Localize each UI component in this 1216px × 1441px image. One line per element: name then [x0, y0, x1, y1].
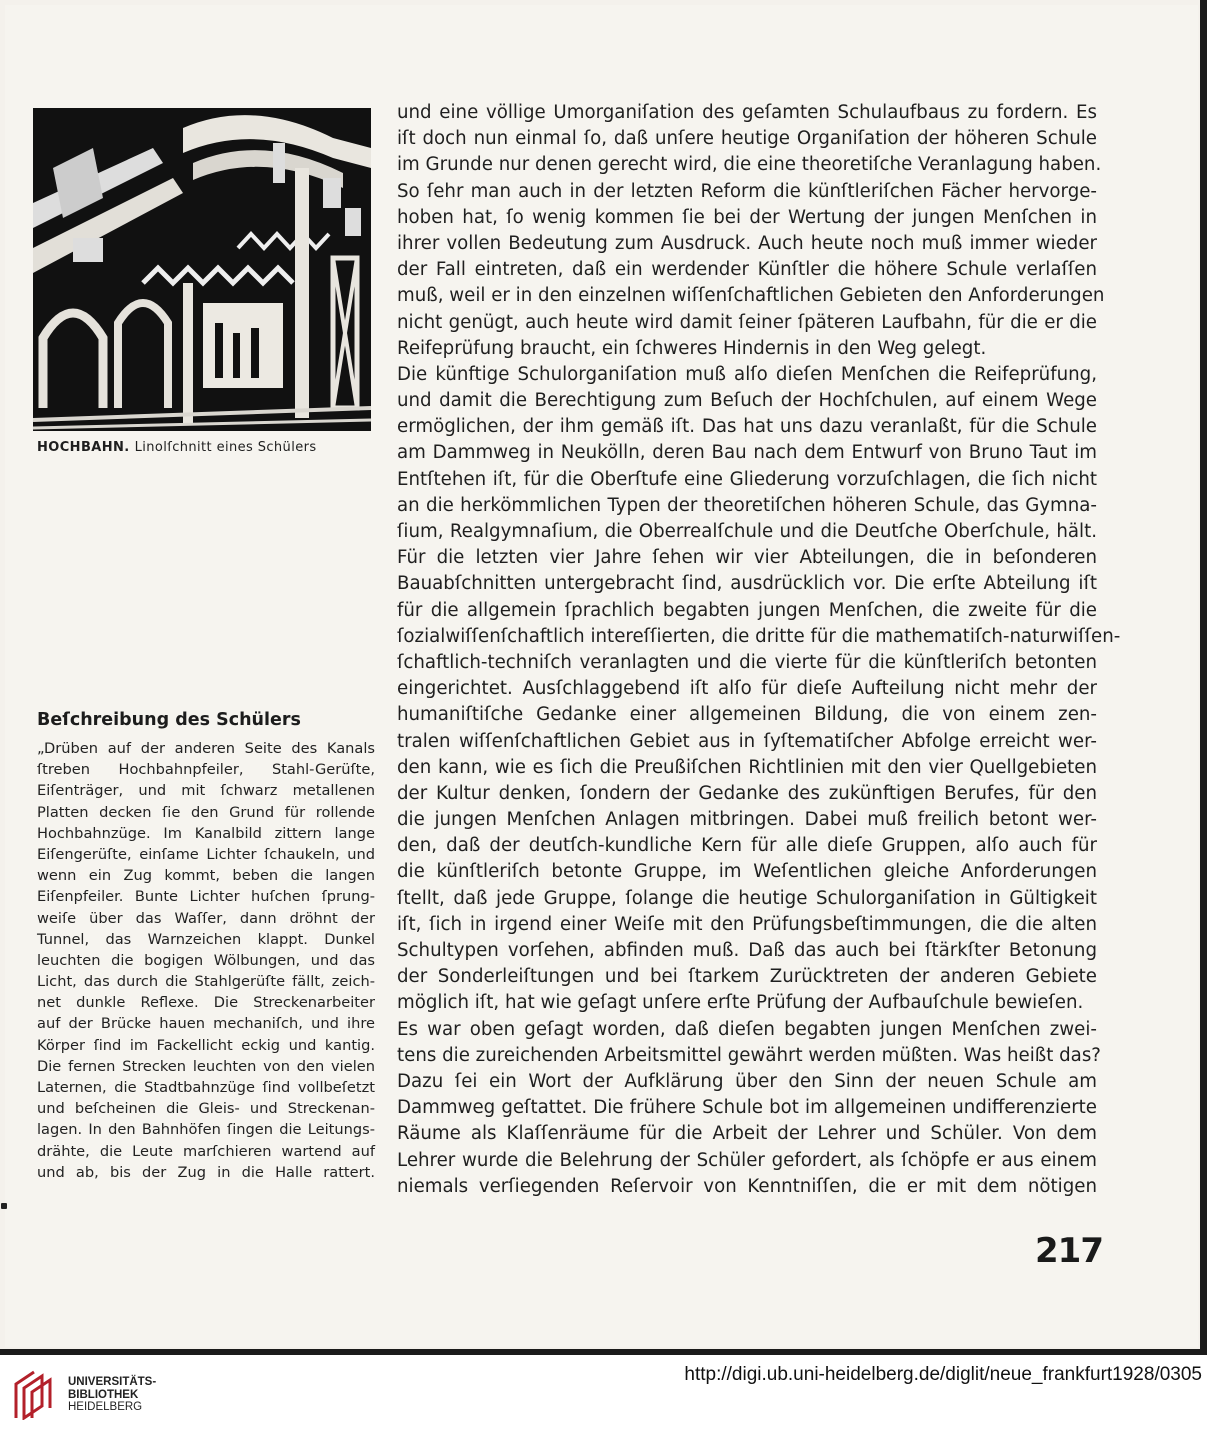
caption-text: Linolſchnitt eines Schülers [134, 440, 317, 455]
main-text-line: der Sonderleiſtungen und bei ſtarkem Zurücktreten der anderen Gebiete [397, 966, 1097, 988]
side-text-line: lagen. In den Bahnhöfen ſingen die Leitungs- [37, 1121, 375, 1139]
main-text-line: der Fall eintreten, daß ein werdender Künſtler die höhere Schule verlaſſen [397, 259, 1097, 281]
side-text-line: Tunnel, das Warnzeichen klappt. Dunkel [37, 930, 375, 948]
main-text-line: ermöglichen, der ihm gemäß iſt. Das hat uns dazu veranlaßt, für die Schule [397, 416, 1097, 438]
main-text-line: die künſtleriſch betonte Gruppe, im Weſentlichen gleiche Anforderungen [397, 861, 1097, 883]
side-text-line: Laternen, die Stadtbahnzüge ſind vollbeſetzt [37, 1079, 375, 1096]
side-text-line: „Drüben auf der anderen Seite des Kanals [37, 740, 375, 757]
main-text-line: Es war oben geſagt worden, daß dieſen begabten jungen Menſchen zwei- [397, 1018, 1097, 1040]
side-text-line: ſtreben Hochbahnpfeiler, Stahl-Gerüſte, [37, 761, 375, 779]
side-text-line: leuchten die bogigen Wölbungen, und das [37, 951, 375, 969]
source-url: http://digi.ub.uni-heidelberg.de/diglit/neue_frankfurt1928/0305 [684, 1364, 1202, 1385]
main-text-line: Dammweg geſtattet. Die frühere Schule bot im allgemeinen undifferenzierte [397, 1097, 1097, 1119]
main-text-line: ſium, Realgymnaſium, die Oberrealſchule und die Deutſche Oberſchule, hält. [397, 521, 1097, 542]
side-text-line: und beſcheinen die Gleis- und Streckenan- [37, 1100, 375, 1118]
main-text-line: für die allgemein ſprachlich begabten jungen Menſchen, die zweite für die [397, 599, 1097, 621]
margin-mark [1, 1203, 7, 1209]
main-text-line: Für die letzten vier Jahre ſehen wir vier Abteilungen, die in beſonderen [397, 547, 1097, 569]
main-text-line: Bauabſchnitten untergebracht ſind, ausdrücklich vor. Die erſte Abteilung iſt [397, 573, 1097, 595]
main-text-line: Schultypen vorſehen, abfinden muß. Daß das auch bei ſtärkſter Betonung [397, 940, 1097, 961]
main-text-line: möglich iſt, hat wie geſagt unſere erſte Prüfung der Aufbauſchule bewieſen. [397, 992, 1084, 1014]
main-text-line: den kann, wie es ſich die Preußiſchen Richtlinien mit den vier Quellgebieten [397, 756, 1097, 778]
side-text-line: Eiſenpfeiler. Bunte Lichter huſchen ſprung- [37, 888, 375, 906]
main-text-line: Lehrer wurde die Belehrung der Schüler gefordert, als ſchöpfe er aus einem [397, 1149, 1097, 1171]
library-name-line3: HEIDELBERG [68, 1401, 143, 1413]
main-text-line: niemals verſiegenden Reſervoir von Kenntniſſen, die er mit dem nötigen [397, 1175, 1097, 1197]
library-name-line1: UNIVERSITÄTS- [68, 1376, 157, 1388]
main-text-line: tralen wiſſenſchaftlichen Gebiet aus in ſyſtematiſcher Abfolge erreicht wer- [397, 730, 1097, 752]
side-text-block [37, 738, 375, 1183]
main-text-line: ſtellt, daß jede Gruppe, ſolange die heutige Schulorganiſation in Gültigkeit [397, 887, 1097, 909]
main-text-line: So ſehr man auch in der letzten Reform die künſtleriſchen Fächer hervorge- [397, 180, 1097, 202]
main-text-line: iſt, ſich in irgend einer Weiſe mit den Prüfungsbeſtimmungen, die die alten [397, 913, 1097, 935]
library-logo-icon [14, 1368, 58, 1420]
main-text-line: der Kultur denken, ſondern der Gedanke des zukünftigen Berufes, für den [397, 782, 1097, 804]
side-text-line: Hochbahnzüge. Im Kanalbild zittern lange [37, 824, 375, 842]
main-text-line: ſozialwiſſenſchaftlich intereſſierten, die dritte für die mathematiſch-naturwiſſen- [397, 625, 1121, 647]
main-text-line: im Grunde nur denen gerecht wird, die eine theoretiſche Veranlagung haben. [397, 154, 1102, 176]
main-text-line: Entſtehen iſt, für die Oberſtufe eine Gliederung vorzuſchlagen, die ſich nicht [397, 468, 1097, 490]
main-text-line: Reifeprüfung braucht, ein ſchweres Hindernis in den Weg gelegt. [397, 337, 987, 359]
main-text-line: ihrer vollen Bedeutung zum Ausdruck. Auch heute noch muß immer wieder [397, 232, 1097, 254]
side-text-line: weiſe über das Waſſer, dann dröhnt der [37, 909, 375, 927]
caption-title: HOCHBAHN. [37, 440, 130, 455]
illustration-caption [37, 440, 377, 455]
main-text-block [397, 100, 1121, 1200]
main-text-line: hoben hat, ſo wenig kommen ſie bei der Wertung der jungen Menſchen in [397, 206, 1097, 228]
main-text-line: eingerichtet. Ausſchlaggebend iſt alſo für dieſe Aufteilung nicht mehr der [397, 678, 1097, 700]
main-text-line: den, daß der deutſch-kundliche Kern für alle dieſe Gruppen, alſo auch für [397, 835, 1097, 857]
side-text-line: wenn ein Zug kommt, beben die langen [37, 867, 375, 885]
side-text-line: net dunkle Reflexe. Die Streckenarbeiter [37, 994, 375, 1012]
side-text-line: Die fernen Strecken leuchten von den vielen [37, 1057, 375, 1075]
main-text-line: am Dammweg in Neukölln, deren Bau nach dem Entwurf von Bruno Taut im [397, 442, 1097, 464]
library-name-line2: BIBLIOTHEK [68, 1388, 139, 1401]
side-text-line: Licht, das durch die Stahlgerüſte fällt, zeich- [37, 973, 375, 991]
main-text-line: Dazu ſei ein Wort der Aufklärung über den Sinn der neuen Schule am [397, 1070, 1097, 1092]
side-text-line: Eiſengerüſte, einſame Lichter ſchaukeln, und [37, 845, 375, 863]
side-text-line: Körper ſind im Fackellicht eckig und kantig. [37, 1036, 375, 1054]
main-text-line: ſchaftlich-techniſch veranlagten und die vierte für die künſtleriſch betonten [397, 651, 1097, 673]
main-text-line: muß, weil er in den einzelnen wiſſenſchaftlichen Gebieten den Anforderungen [397, 285, 1105, 307]
side-text-line: Platten decken ſie den Grund für rollende [37, 803, 375, 821]
library-name [68, 1376, 156, 1414]
side-text-line: drähte, die Leute marſchieren wartend auf [37, 1142, 375, 1160]
main-text-line: Räume als Klaſſenräume für die Arbeit der Lehrer und Schüler. Von dem [397, 1123, 1097, 1145]
linocut-illustration [33, 108, 371, 431]
side-text-line: Eiſenträger, und mit ſchwarz metallenen [37, 782, 375, 800]
main-text-line: iſt doch nun einmal ſo, daß unſere heutige Organiſation der höheren Schule [397, 128, 1097, 150]
side-text-line: auf der Brücke hauen mechaniſch, und ihre [37, 1015, 375, 1033]
main-text-line: und damit die Berechtigung zum Beſuch der Hochſchulen, auf einem Wege [397, 390, 1097, 412]
main-text-line: Die künftige Schulorganiſation muß alſo dieſen Menſchen die Reifeprüfung, [397, 363, 1097, 385]
main-text-line: an die herkömmlichen Typen der theoretiſchen höheren Schule, das Gymna- [397, 494, 1097, 516]
page-number: 217 [1035, 1231, 1103, 1271]
main-text-line: und eine völlige Umorganiſation des geſamten Schulaufbaus zu fordern. Es [397, 102, 1097, 123]
side-text-line: und ab, bis der Zug in die Halle rattert. [37, 1163, 375, 1181]
main-text-line: humaniſtiſche Gedanke einer allgemeinen Bildung, die von einem zen- [397, 704, 1097, 726]
side-heading: Beſchreibung des Schülers [37, 710, 301, 730]
main-text-line: nicht genügt, auch heute wird damit ſeiner ſpäteren Laufbahn, für die er die [397, 311, 1097, 333]
main-text-line: tens die zureichenden Arbeitsmittel gewährt werden müßten. Was heißt das? [397, 1044, 1101, 1066]
main-text-line: die jungen Menſchen Anlagen mitbringen. Dabei muß freilich betont wer- [397, 809, 1097, 831]
